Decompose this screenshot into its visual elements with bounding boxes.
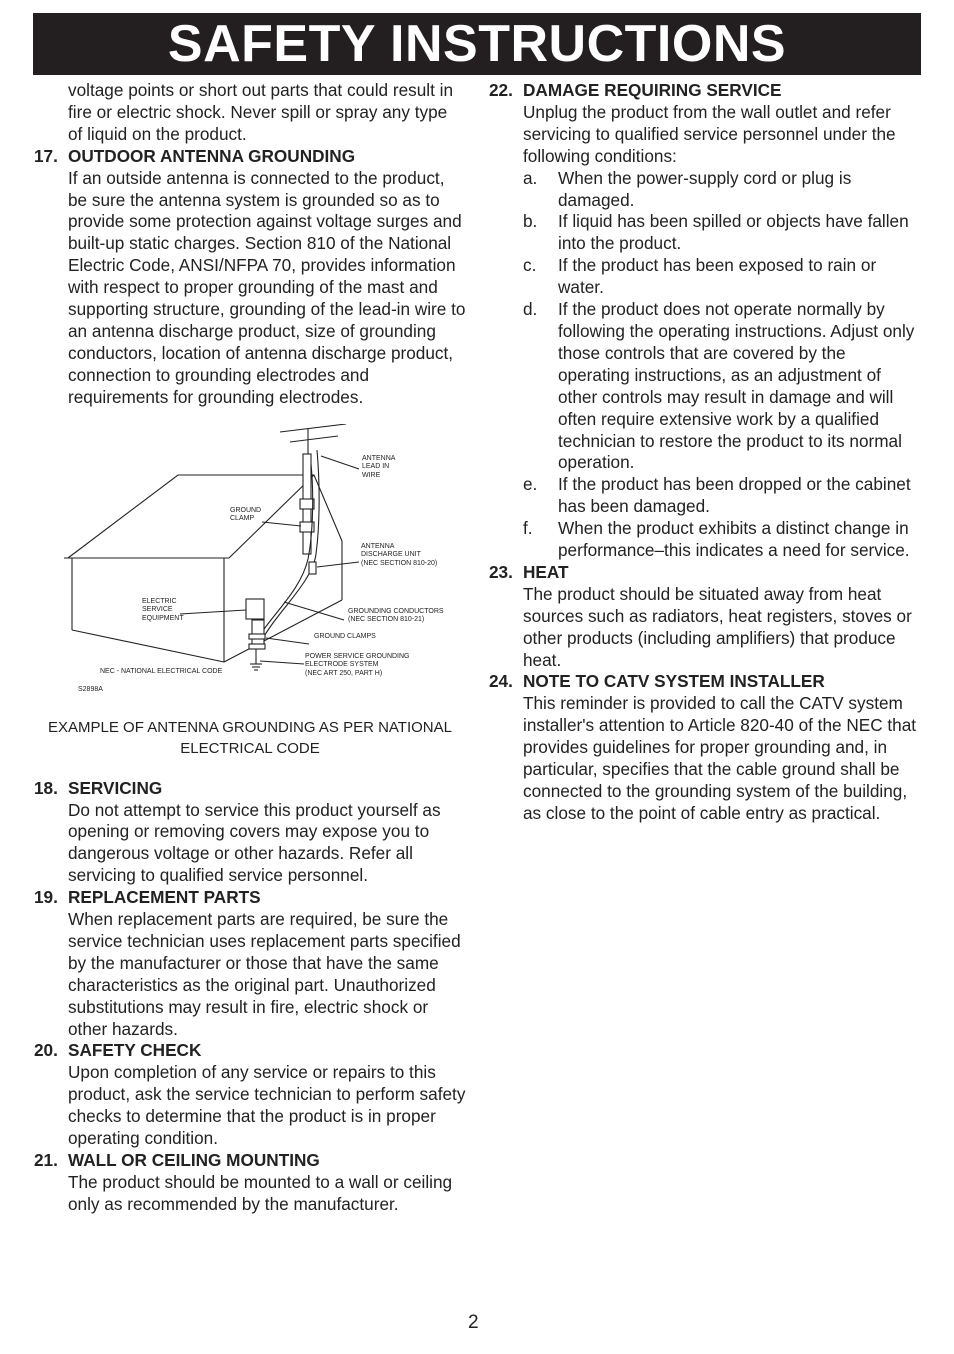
item-number: 22. (489, 80, 513, 100)
label-power-service-grounding: POWER SERVICE GROUNDING ELECTRODE SYSTEM (NEC ART 250, PART H) (305, 652, 410, 677)
item-number: 20. (34, 1040, 58, 1061)
item-heading: SERVICING (68, 777, 163, 798)
condition-letter: f. (523, 518, 533, 539)
antenna-grounding-figure (34, 424, 466, 762)
condition-letter: d. (523, 299, 538, 320)
item-number: 23. (489, 561, 513, 582)
label-antenna-lead-in-wire: ANTENNA LEAD IN WIRE (362, 454, 396, 479)
label-grounding-conductors: GROUNDING CONDUCTORS (NEC SECTION 810-21) (348, 607, 444, 624)
item-heading: OUTDOOR ANTENNA GROUNDING (68, 145, 356, 166)
item-22 (489, 80, 921, 562)
right-column (489, 80, 921, 825)
item-23 (489, 562, 921, 672)
condition-text: When the product exhibits a distinct change in performance–this indicates a need for service. (558, 518, 910, 561)
discharge-unit (309, 562, 316, 574)
condition-text: If the product does not operate normally by following the operating instructions. Adjust only those controls that are covered by the operating instructions, as an adjustment of other controls may result in damage and will often require extensive work by a qualified technician to restore the product to its normal operation. (558, 299, 915, 473)
item-body: Unplug the product from the wall outlet and refer servicing to qualified service personnel under the following conditions: (523, 101, 896, 166)
item-heading: HEAT (523, 561, 569, 582)
item-number: 19. (34, 887, 58, 908)
service-equipment-box (246, 599, 264, 619)
label-electric-service-equipment: ELECTRIC SERVICE EQUIPMENT (142, 597, 184, 622)
intro-continuation: voltage points or short out parts that could result in fire or electric shock. Never spill or spray any type of liquid on the product. (68, 80, 454, 144)
condition-b (523, 211, 921, 255)
condition-a (523, 168, 921, 212)
condition-d (523, 299, 921, 474)
page-number: 2 (468, 1312, 479, 1333)
item-body: The product should be situated away from heat sources such as radiators, heat registers, stoves or other products (including amplifiers) that produce heat. (523, 583, 912, 670)
item-19 (34, 887, 466, 1040)
item-heading: NOTE TO CATV SYSTEM INSTALLER (523, 671, 825, 692)
condition-text: If the product has been exposed to rain or water. (558, 255, 877, 298)
item-number: 24. (489, 671, 513, 692)
item-heading: REPLACEMENT PARTS (68, 887, 261, 908)
item-heading: DAMAGE REQUIRING SERVICE (523, 80, 782, 100)
item-body: The product should be mounted to a wall or ceiling only as recommended by the manufacturer. (68, 1171, 453, 1214)
item-body: Upon completion of any service or repairs to this product, ask the service technician to perform safety checks to determine that the product is in proper operating condition. (68, 1062, 466, 1149)
item-number: 21. (34, 1150, 58, 1170)
condition-letter: a. (523, 167, 538, 188)
item-18 (34, 778, 466, 888)
item-body: Do not attempt to service this product yourself as opening or removing covers may expose you to dangerous voltage or other hazards. Refer all servicing to qualified service personnel. (68, 799, 441, 886)
item-number: 18. (34, 777, 58, 798)
left-column (34, 80, 466, 1216)
label-ground-clamp: GROUND CLAMP (230, 506, 262, 523)
item-body: This reminder is provided to call the CATV system installer's attention to Article 820-40 of the NEC that provides guidelines for proper grounding and, in particular, specifies that the cable ground shall be connected to the grounding system of the building, as close to the point of cable entry as practical. (523, 693, 917, 823)
house-base (72, 630, 224, 662)
item-17 (34, 146, 466, 409)
page-title: SAFETY INSTRUCTIONS (33, 13, 921, 75)
antenna-element (280, 424, 346, 432)
figure-code: S2898A (78, 685, 103, 693)
item-heading: WALL OR CEILING MOUNTING (68, 1150, 320, 1170)
condition-text: If liquid has been spilled or objects have fallen into the product. (558, 211, 909, 254)
condition-f (523, 518, 921, 562)
item-21 (34, 1150, 466, 1216)
condition-letter: e. (523, 474, 538, 495)
label-antenna-discharge-unit: ANTENNA DISCHARGE UNIT (NEC SECTION 810-20) (361, 542, 438, 567)
condition-text: When the power-supply cord or plug is damaged. (558, 167, 852, 210)
figure-caption: EXAMPLE OF ANTENNA GROUNDING AS PER NATIONAL ELECTRICAL CODE (48, 718, 452, 757)
condition-text: If the product has been dropped or the cabinet has been damaged. (558, 474, 911, 517)
item-20 (34, 1040, 466, 1150)
item-heading: SAFETY CHECK (68, 1040, 202, 1061)
label-ground-clamps: GROUND CLAMPS (314, 632, 376, 640)
condition-letter: b. (523, 211, 538, 232)
condition-c (523, 255, 921, 299)
item-body: When replacement parts are required, be sure the service technician uses replacement parts specified by the manufacturer or those that have the same characteristics as the original part. Unauthorized substitutions may result in fire, electric shock or other hazards. (68, 909, 461, 1039)
item-body: If an outside antenna is connected to the product, be sure the antenna system is grounded so as to provide some protection against voltage surges and built-up static charges. Section 810 of the National Electric Code, ANSI/NFPA 70, provides information with respect to proper grounding of the mast and supporting structure, grounding of the lead-in wire to an antenna discharge product, size of grounding conductors, location of antenna discharge product, connection to grounding electrodes and requirements for grounding electrodes. (68, 167, 466, 407)
condition-e (523, 474, 921, 518)
condition-letter: c. (523, 255, 537, 276)
item-number: 17. (34, 145, 58, 166)
item-24 (489, 671, 921, 824)
label-nec-note: NEC - NATIONAL ELECTRICAL CODE (100, 667, 223, 675)
